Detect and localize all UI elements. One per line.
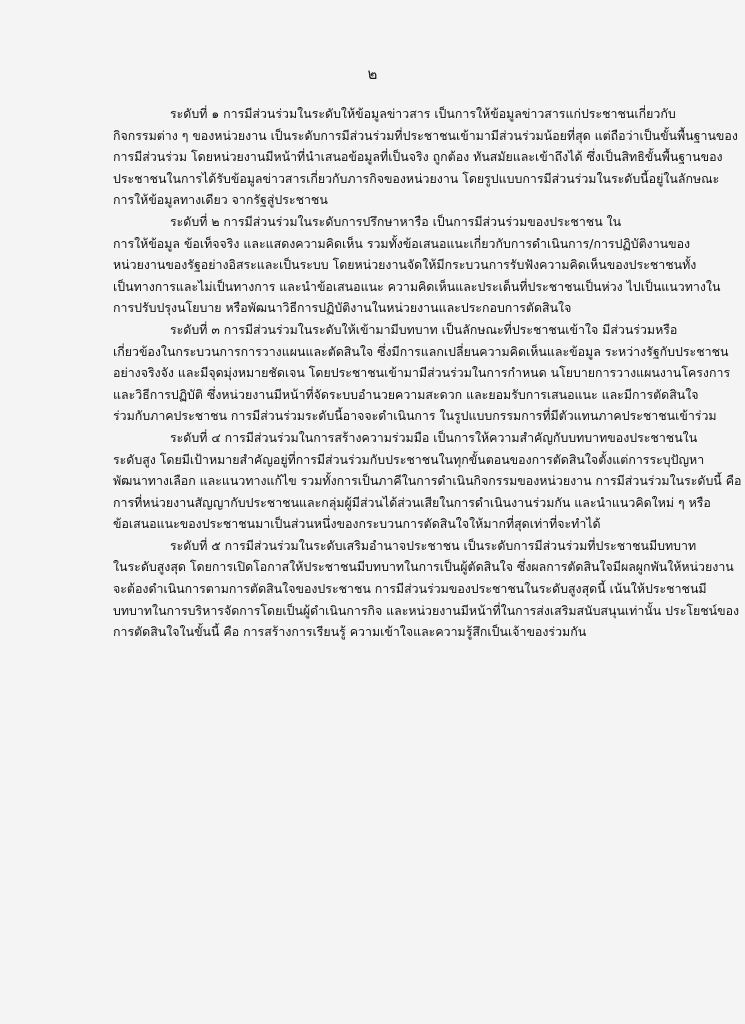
paragraph-line: การตัดสินใจในขั้นนี้ คือ การสร้างการเรียนรู้ ความเข้าใจและความรู้สึกเป็นเจ้าของร่วมกัน: [113, 624, 587, 640]
paragraph-line: ระดับสูง โดยมีเป้าหมายสำคัญอยู่ที่การมีส่วนร่วมกับประชาชนในทุกขั้นตอนของการตัดสินใจตั้งแต่การระบุปัญหา: [113, 451, 705, 467]
paragraph-line: การที่หน่วยงานสัญญากับประชาชนและกลุ่มผู้มีส่วนได้ส่วนเสียในการดำเนินงานร่วมกัน และนำแนวคิดใหม่ ๆ หรือ: [113, 494, 711, 510]
paragraph-level-1: [113, 103, 738, 211]
paragraph-line: บทบาทในการบริหารจัดการโดยเป็นผู้ดำเนินการกิจ และหน่วยงานมีหน้าที่ในการส่งเสริมสนับสนุนเท่านั้น ประโยชน์ของ: [113, 602, 740, 618]
paragraph-line: การให้ข้อมูล ข้อเท็จจริง และแสดงความคิดเห็น รวมทั้งข้อเสนอแนะเกี่ยวกับการดำเนินการ/การปฏิบัติงานของ: [113, 235, 691, 251]
paragraph-line: กิจกรรมต่าง ๆ ของหน่วยงาน เป็นระดับการมีส่วนร่วมที่ประชาชนเข้ามามีส่วนร่วมน้อยที่สุด แต่ถือว่าเป็นขั้นพื้นฐานของ: [113, 127, 738, 143]
paragraph-line: พัฒนาทางเลือก และแนวทางแก้ไข รวมทั้งการเป็นภาคีในการดำเนินกิจกรรมของหน่วยงาน การมีส่วนร่วมในระดับนี้ คือ: [113, 473, 742, 489]
paragraph-level-4: [113, 427, 742, 535]
document-body: [113, 103, 742, 643]
paragraph-line: เกี่ยวข้องในกระบวนการการวางแผนและตัดสินใจ ซึ่งมีการแลกเปลี่ยนความคิดเห็นและข้อมูล ระหว่างรัฐกับประชาชน: [113, 343, 729, 359]
paragraph-line: ระดับที่ ๔ การมีส่วนร่วมในการสร้างความร่วมมือ เป็นการให้ความสำคัญกับบทบาทของประชาชนใน: [170, 429, 698, 445]
paragraph-line: การให้ข้อมูลทางเดียว จากรัฐสู่ประชาชน: [113, 192, 328, 208]
paragraph-line: ข้อเสนอแนะของประชาชนมาเป็นส่วนหนึ่งของกระบวนการตัดสินใจให้มากที่สุดเท่าที่จะทำได้: [113, 516, 601, 532]
paragraph-line: ระดับที่ ๒ การมีส่วนร่วมในระดับการปรึกษาหารือ เป็นการมีส่วนร่วมของประชาชน ใน: [170, 213, 622, 229]
paragraph-line: การปรับปรุงนโยบาย หรือพัฒนาวิธีการปฏิบัติงานในหน่วยงานและประกอบการตัดสินใจ: [113, 300, 572, 316]
page-number: ๒: [367, 65, 378, 83]
paragraph-line: อย่างจริงจัง และมีจุดมุ่งหมายชัดเจน โดยประชาชนเข้ามามีส่วนร่วมในการกำหนด นโยบายการวางแผนงานโครงการ: [113, 365, 731, 381]
paragraph-line: และวิธีการปฏิบัติ ซึ่งหน่วยงานมีหน้าที่จัดระบบอำนวยความสะดวก และยอมรับการเสนอแนะ และมีการตัดสินใจ: [113, 386, 699, 402]
paragraph-level-2: [113, 211, 721, 319]
paragraph-line: ระดับที่ ๕ การมีส่วนร่วมในระดับเสริมอำนาจประชาชน เป็นระดับการมีส่วนร่วมที่ประชาชนมีบทบาท: [170, 537, 697, 553]
paragraph-line: ในระดับสูงสุด โดยการเปิดโอกาสให้ประชาชนมีบทบาทในการเป็นผู้ตัดสินใจ ซึ่งผลการตัดสินใจมีผลผูกพันให้หน่วยงาน: [113, 559, 734, 575]
paragraph-line: ร่วมกับภาคประชาชน การมีส่วนร่วมระดับนี้อาจจะดำเนินการ ในรูปแบบกรรมการที่มีตัวแทนภาคประชาชนเข้าร่วม: [113, 408, 717, 424]
paragraph-line: ระดับที่ ๑ การมีส่วนร่วมในระดับให้ข้อมูลข่าวสาร เป็นการให้ข้อมูลข่าวสารแก่ประชาชนเกี่ยวกับ: [170, 106, 676, 121]
paragraph-line: เป็นทางการและไม่เป็นทางการ และนำข้อเสนอแนะ ความคิดเห็นและประเด็นที่ประชาชนเป็นห่วง ไปเป็นแนวทางใน: [113, 278, 721, 294]
paragraph-line: หน่วยงานของรัฐอย่างอิสระและเป็นระบบ โดยหน่วยงานจัดให้มีกระบวนการรับฟังความคิดเห็นของประชาชนทั้ง: [113, 257, 697, 273]
paragraph-line: ระดับที่ ๓ การมีส่วนร่วมในระดับให้เข้ามามีบทบาท เป็นลักษณะที่ประชาชนเข้าใจ มีส่วนร่วมหรือ: [170, 321, 678, 337]
paragraph-level-5: [113, 535, 740, 643]
paragraph-line: จะต้องดำเนินการตามการตัดสินใจของประชาชน การมีส่วนร่วมของประชาชนในระดับสูงสุดนี้ เน้นให้ประชาชนมี: [113, 581, 707, 597]
paragraph-level-3: [113, 319, 731, 427]
paragraph-line: การมีส่วนร่วม โดยหน่วยงานมีหน้าที่นำเสนอข้อมูลที่เป็นจริง ถูกต้อง ทันสมัยและเข้าถึงได้ ซึ่งเป็นสิทธิขั้นพื้นฐานของ: [113, 149, 723, 165]
paragraph-line: ประชาชนในการได้รับข้อมูลข่าวสารเกี่ยวกับภารกิจของหน่วยงาน โดยรูปแบบการมีส่วนร่วมในระดับนี้อยู่ในลักษณะ: [113, 170, 720, 186]
